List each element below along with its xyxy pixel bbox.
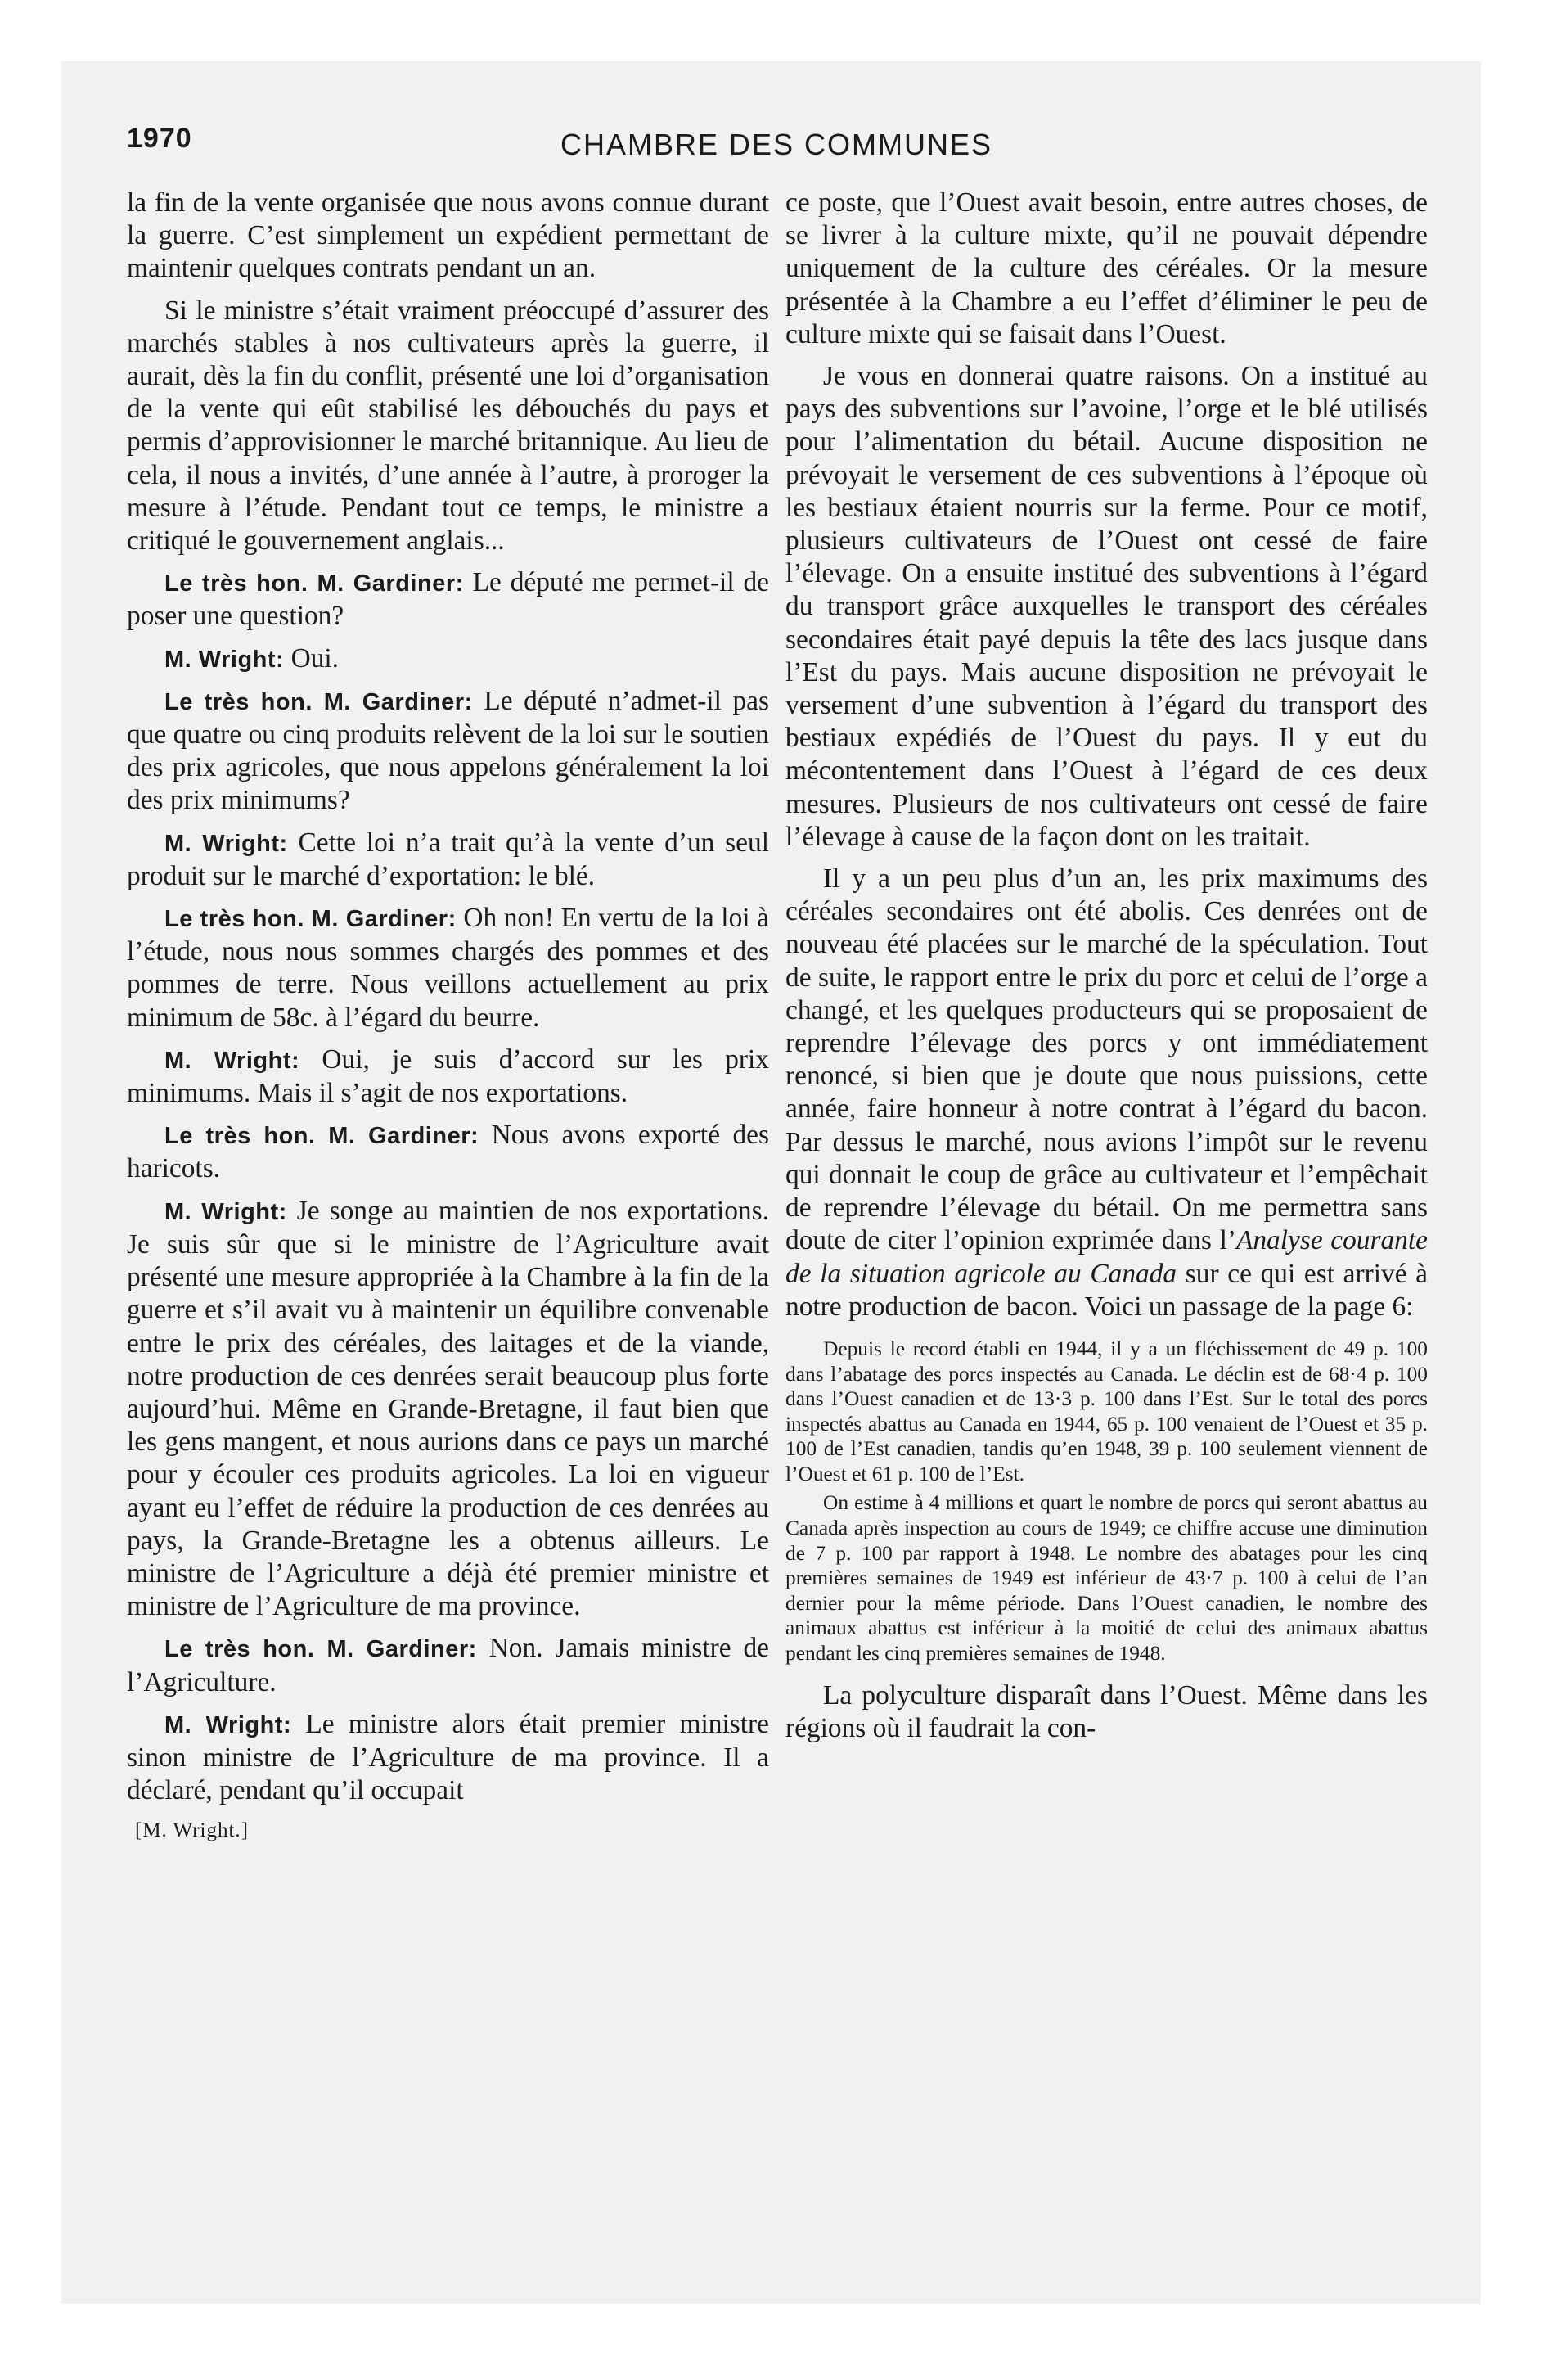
speaker-name: Le très hon. M. Gardiner:: [164, 570, 464, 597]
speech-entry: [127, 1708, 769, 1808]
speaker-name: Le très hon. M. Gardiner:: [164, 906, 457, 933]
speech-text: Le ministre alors était premier ministre sinon ministre de l’Agriculture de ma province. Il a déclaré, pendant qu’il occupait: [127, 1708, 769, 1806]
speaker-name: M. Wright:: [164, 1047, 300, 1074]
running-head: CHAMBRE DES COMMUNES: [560, 128, 993, 161]
paragraph: ce poste, que l’Ouest avait besoin, entre autres choses, de se livrer à la culture mixte, qu’il ne pouvait dépendre uniquement de la culture des céréales. Or la mesure présentée à la Chambre a eu l’effet d’éliminer le peu de culture mixte qui se faisait dans l’Ouest.: [785, 187, 1428, 349]
speech-entry: [127, 827, 769, 893]
speaker-name: M. Wright:: [164, 830, 288, 857]
speaker-attribution: [M. Wright.]: [135, 1819, 249, 1842]
paragraph: Si le ministre s’était vraiment préoccupé d’assurer des marchés stables à nos cultivateurs après la guerre, il aurait, dès la fin du conflit, présenté une loi d’organisation de la vente qui eût stabilisé les débouchés du pays et permis d’approvisionner le marché britannique. Au lieu de cela, il nous a invités, d’une année à l’autre, à proroger la mesure à l’étude. Pendant tout ce temps, le ministre a critiqué le gouvernement anglais...: [127, 295, 769, 557]
speech-entry: [127, 1119, 769, 1185]
speech-entry: [127, 1195, 769, 1624]
speaker-name: Le très hon. M. Gardiner:: [164, 1123, 479, 1150]
speech-text: Le député me permet-il de poser une question?: [127, 567, 769, 632]
speaker-name: M. Wright:: [164, 1198, 287, 1225]
speech-entry: [127, 1632, 769, 1698]
page-header: [127, 123, 1436, 172]
paragraph-text: Il y a un peu plus d’un an, les prix maximums des céréales secondaires ont été abolis. Ces denrées ont de nouveau été placées sur le marché de la spéculation. Tout de suite, le rapport entre le prix du porc et celui de l’orge a changé, et les quelques producteurs qui se proposaient de reprendre l’élevage des porcs y ont immédiatement renoncé, si bien que je doute que nous puissions, cette année, faire honneur à notre contrat à l’égard du bacon. Par dessus le marché, nous avions l’impôt sur le revenu qui donnait le coup de grâce au cultivateur et l’empêchait de reprendre l’élevage du bétail. On me permettra sans doute de citer l’opinion exprimée dans l’: [785, 863, 1428, 1256]
paragraph-text: sur ce qui est arrivé à notre production de bacon. Voici un passage de la page 6:: [785, 1258, 1429, 1322]
speech-text: Oui.: [290, 642, 340, 674]
left-column: [127, 187, 769, 1843]
speech-text: Nous avons exporté des haricots.: [127, 1120, 769, 1184]
speech-text: Cette loi n’a trait qu’à la vente d’un seul produit sur le marché d’exportation: le blé.: [127, 827, 769, 891]
publication-title: Analyse courante de la situation agricole au Canada: [785, 1225, 1428, 1289]
speech-entry: [127, 566, 769, 633]
speech-text: Non. Jamais ministre de l’Agriculture.: [127, 1633, 769, 1697]
speaker-name: M. Wright:: [164, 646, 285, 673]
paragraph: La polyculture disparaît dans l’Ouest. Même dans les régions où il faudrait la con-: [785, 1679, 1428, 1743]
speech-entry: [127, 902, 769, 1034]
block-quote: Depuis le record établi en 1944, il y a un fléchissement de 49 p. 100 dans l’abatage des porcs inspectés au Canada. Le déclin est de 68·4 p. 100 dans l’Ouest canadien et de 13·3 p. 100 dans l’Est. Sur le total des porcs inspectés abattus au Canada en 1944, 65 p. 100 venaient de l’Ouest et 35 p. 100 de l’Est canadien, tandis qu’en 1948, 39 p. 100 seulement viennent de l’Ouest et 61 p. 100 de l’Est.: [785, 1336, 1428, 1485]
speaker-name: M. Wright:: [164, 1711, 292, 1738]
paragraph: Je vous en donnerai quatre raisons. On a institué au pays des subventions sur l’avoine, l’orge et le blé utilisés pour l’alimentation du bétail. Aucune disposition ne prévoyait le versement de ces subventions à l’époque où les bestiaux étaient nourris sur la ferme. Pour ce motif, plusieurs cultivateurs de l’Ouest ont cessé de faire l’élevage. On a ensuite institué des subventions à l’égard du transport grâce auxquelles le transport des céréales secondaires était payé depuis la tête des lacs jusque dans l’Est du pays. Mais aucune disposition ne prévoyait le versement d’une subvention à l’égard du transport des bestiaux expédiés de l’Ouest du pays. Il y eut du mécontentement dans l’Ouest à l’égard de ces deux mesures. Plusieurs de nos cultivateurs ont cessé de faire l’élevage à cause de la façon dont on les traitait.: [785, 361, 1428, 852]
speech-text: Oui, je suis d’accord sur les prix minimums. Mais il s’agit de nos exportations.: [127, 1044, 769, 1109]
speech-entry: [127, 1044, 769, 1110]
speech-text: Je songe au maintien de nos exportations. Je suis sûr que si le ministre de l’Agriculture avait présenté une mesure appropriée à la Chambre à la fin de la guerre et s’il avait vu à maintenir un équilibre convenable entre le prix des céréales, des laitages et de la viande, notre production de ces denrées serait beaucoup plus forte aujourd’hui. Même en Grande-Bretagne, il faut bien que les gens mangent, et nous aurions dans ce pays un marché pour y écouler ces produits agricoles. La loi en vigueur ayant eu l’effet de réduire la production de ces denrées au pays, la Grande-Bretagne les a obtenus ailleurs. Le ministre de l’Agriculture a déjà été premier ministre et ministre de l’Agriculture de ma province.: [127, 1195, 769, 1622]
paragraph: la fin de la vente organisée que nous avons connue durant la guerre. C’est simplement un expédient permettant de maintenir quelques contrats pendant un an.: [127, 187, 769, 284]
speaker-name: Le très hon. M. Gardiner:: [164, 688, 473, 715]
right-column: [785, 187, 1428, 1745]
paragraph: [785, 863, 1428, 1323]
page-number: 1970: [127, 123, 192, 154]
block-quote: On estime à 4 millions et quart le nombre de porcs qui seront abattus au Canada après inspection au cours de 1949; ce chiffre accuse une diminution de 7 p. 100 par rapport à 1948. Le nombre des abatages pour les cinq premières semaines de 1949 est inférieur de 43·7 p. 100 à celui de l’an dernier pour la même période. Dans l’Ouest canadien, le nombre des animaux abattus est inférieur à la moitié de celui des animaux abattus pendant les cinq premières semaines de 1948.: [785, 1491, 1428, 1666]
speech-entry: [127, 642, 769, 676]
speech-text: Oh non! En vertu de la loi à l’étude, nous nous sommes chargés des pommes et des pommes de terre. Nous veillons actuellement au prix minimum de 58c. à l’égard du beurre.: [127, 903, 769, 1033]
speech-entry: [127, 685, 769, 818]
speech-text: Le député n’admet-il pas que quatre ou cinq produits relèvent de la loi sur le soutien des prix agricoles, que nous appelons généralement la loi des prix minimums?: [127, 685, 769, 816]
speaker-name: Le très hon. M. Gardiner:: [164, 1636, 477, 1663]
